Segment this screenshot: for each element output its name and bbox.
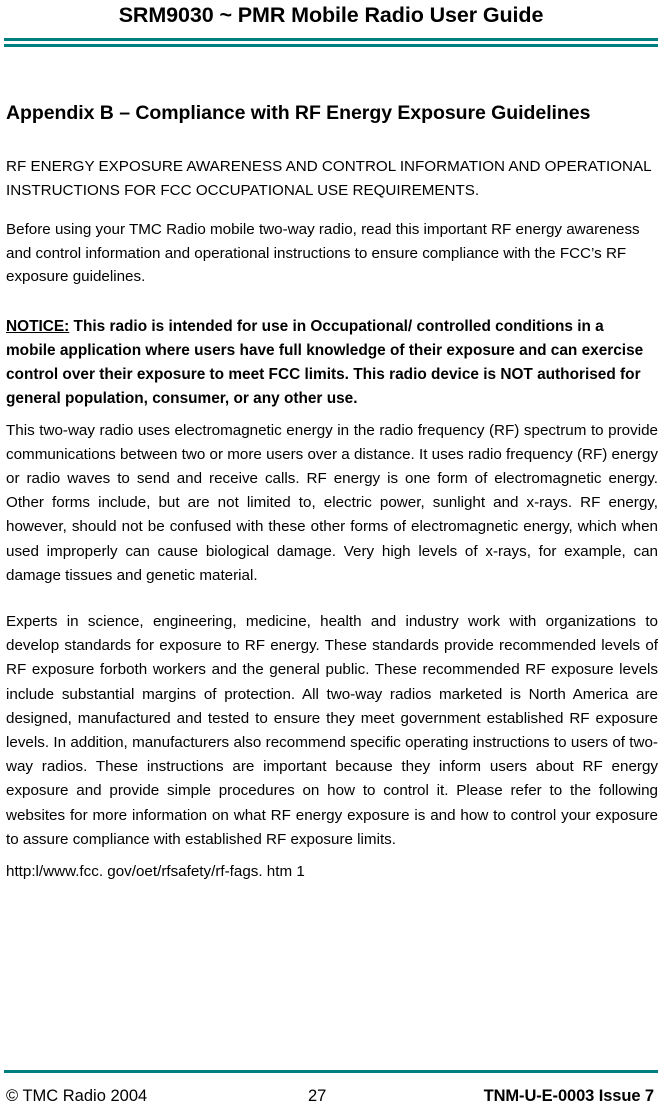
spacer xyxy=(6,202,658,218)
page-header xyxy=(0,0,662,28)
notice-label: NOTICE: xyxy=(6,317,70,335)
spacer xyxy=(6,588,658,610)
reference-url[interactable]: http:l/www.fcc. gov/oet/rfsafety/rf-fags. htm 1 xyxy=(6,862,305,880)
footer-rule xyxy=(4,1070,658,1073)
footer-page-number: 27 xyxy=(308,1087,327,1105)
page-title: Appendix B – Compliance with RF Energy Exposure Guidelines xyxy=(6,102,591,124)
intro-caps-paragraph: RF ENERGY EXPOSURE AWARENESS AND CONTROL INFORMATION AND OPERATIONAL INSTRUCTIONS FOR FCC OCCUPATIONAL USE REQUIREMENTS. xyxy=(6,158,652,199)
notice-body-text: This radio is intended for use in Occupational/ controlled conditions in a mobile application where users have full knowledge of their exposure and can exercise control over their exposure to meet FCC limits. This radio device is NOT authorised for general population, consumer, or any other use. xyxy=(6,317,644,407)
header-rule-lower xyxy=(4,44,658,47)
spacer xyxy=(6,411,658,419)
spacer xyxy=(6,127,658,155)
header-rule-group xyxy=(4,38,658,47)
notice-paragraph xyxy=(6,315,654,411)
footer-document-id: TNM-U-E-0003 Issue 7 xyxy=(483,1087,654,1105)
paragraph-one: This two-way radio uses electromagnetic energy in the radio frequency (RF) spectrum to provide communications between two or more users over a distance. It uses radio frequency (RF) energy or radio waves to send and receive calls. RF energy is one form of electromagnetic energy. Other forms include, but are not limited to, electric power, sunlight and x-rays. RF energy, however, should not be confused with these other forms of electromagnetic energy, which when used improperly can cause biological damage. Very high levels of x-rays, for example, can damage tissues and genetic material. xyxy=(6,421,658,584)
header-title: SRM9030 ~ PMR Mobile Radio User Guide xyxy=(118,3,544,27)
spacer xyxy=(6,289,658,315)
before-using-paragraph: Before using your TMC Radio mobile two-way radio, read this important RF energy awareness and control information and operational instructions to ensure compliance with the FCC’s RF exposure guidelines. xyxy=(6,221,640,285)
spacer xyxy=(6,852,658,860)
footer-row xyxy=(0,1084,662,1114)
paragraph-two: Experts in science, engineering, medicine, health and industry work with organizations to develop standards for exposure to RF energy. These standards provide recommended levels of RF exposure forboth workers and the general public. These recommended RF exposure levels include substantial margins of protection. All two-way radios marketed is North America are designed, manufactured and tested to ensure they meet government established RF exposure levels. In addition, manufacturers also recommend specific operating instructions to users of two-way radios. These instructions are important because they inform users about RF energy exposure and provide simple procedures on how to control it. Please refer to the following websites for more information on what RF energy exposure is and how to control your exposure to assure compliance with established RF exposure limits. xyxy=(6,612,658,848)
footer-copyright: © TMC Radio 2004 xyxy=(6,1087,148,1105)
footer-rule-group xyxy=(4,1070,658,1073)
page-content xyxy=(6,100,658,883)
